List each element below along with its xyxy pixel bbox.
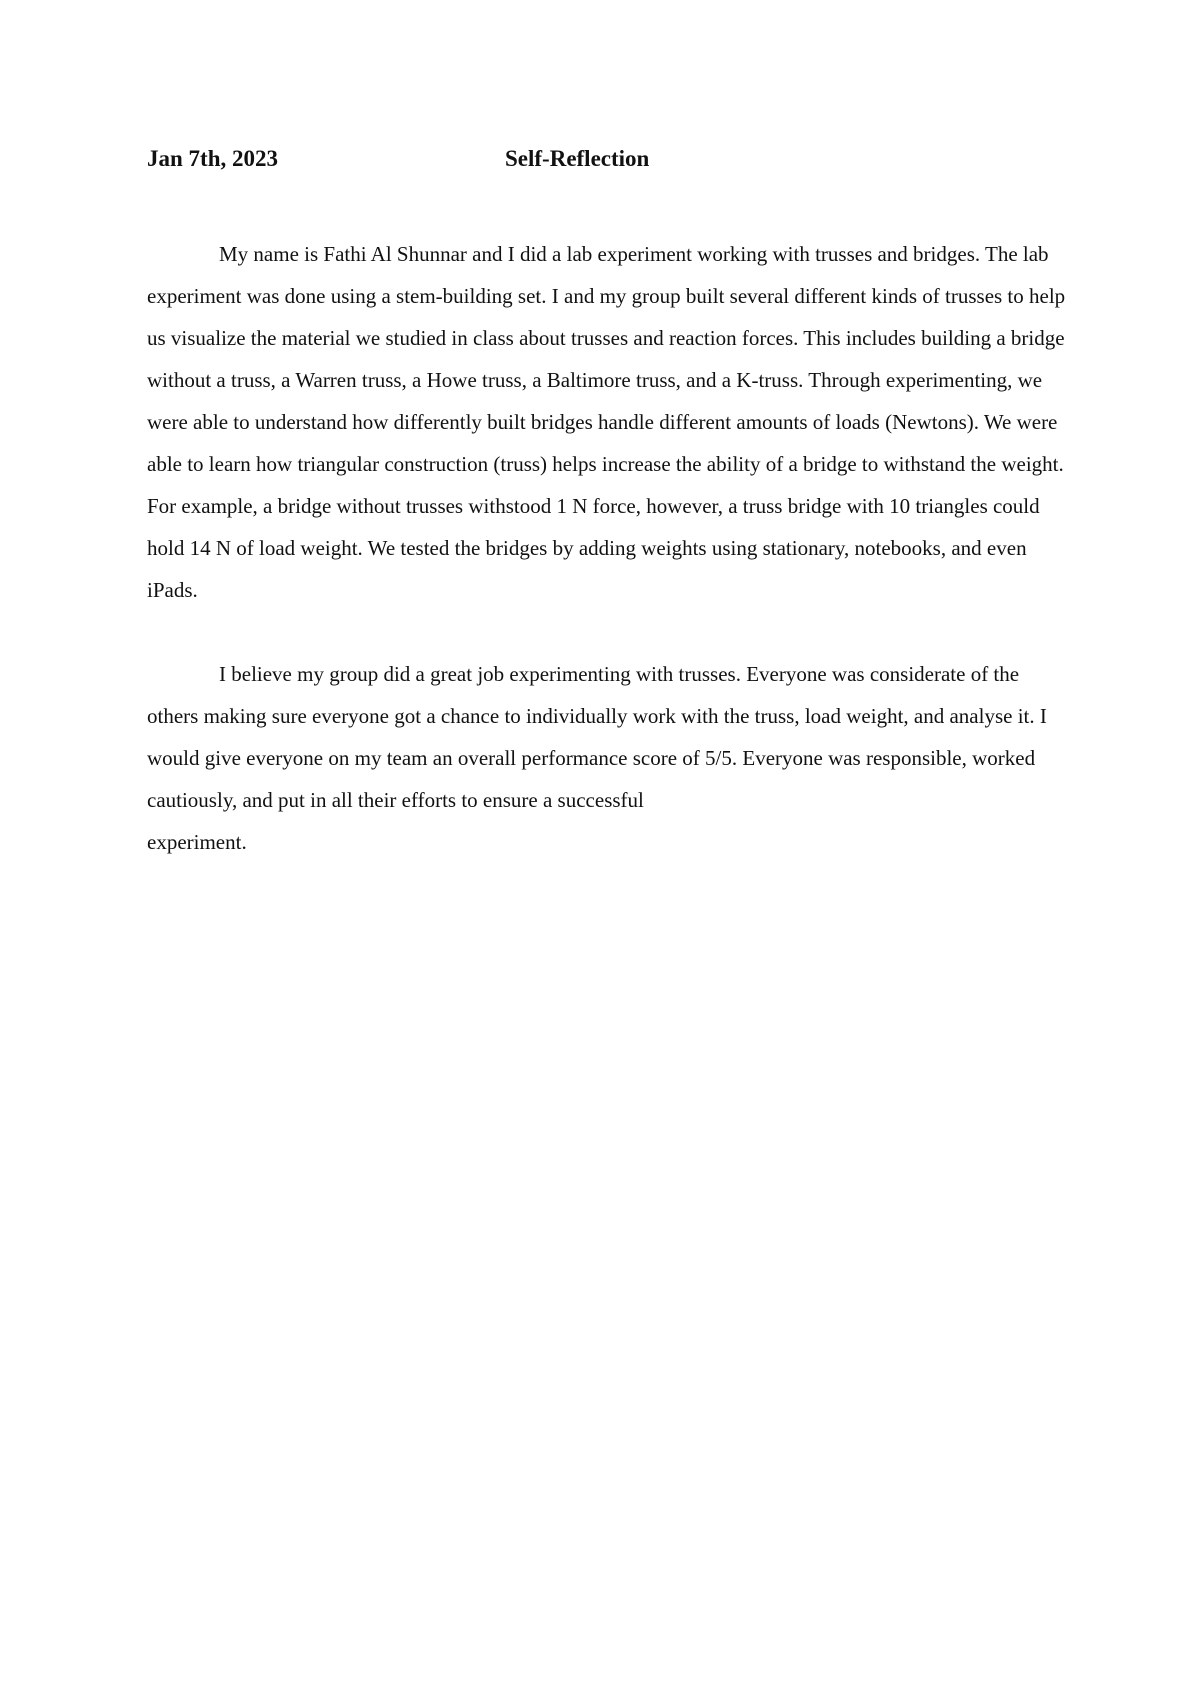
paragraph-2 <box>147 653 1067 863</box>
paragraph-1: My name is Fathi Al Shunnar and I did a lab experiment working with trusses and bridges. The lab experiment was done using a stem-building set. I and my group built several different kinds of trusses to help us visualize the material we studied in class about trusses and reaction forces. This includes building a bridge without a truss, a Warren truss, a Howe truss, a Baltimore truss, and a K-truss. Through experimenting, we were able to understand how differently built bridges handle different amounts of loads (Newtons). We were able to learn how triangular construction (truss) helps increase the ability of a bridge to withstand the weight. For example, a bridge without trusses withstood 1 N force, however, a truss bridge with 10 triangles could hold 14 N of load weight. We tested the bridges by adding weights using stationary, notebooks, and even iPads. <box>147 242 1066 602</box>
document-date: Jan 7th, 2023 <box>147 146 278 171</box>
document-body <box>147 233 1067 863</box>
document-header <box>147 146 1067 182</box>
paragraph-2-tail: experiment. <box>147 830 247 854</box>
paragraph-2-text: I believe my group did a great job experimenting with trusses. Everyone was considerate of the others making sure everyone got a chance to individually work with the truss, load weight, and analyse it. I would give everyone on my team an overall performance score of 5/5. Everyone was responsible, worked cautiously, and put in all their efforts to ensure a successful <box>147 662 1047 812</box>
document-title: Self-Reflection <box>505 146 650 171</box>
